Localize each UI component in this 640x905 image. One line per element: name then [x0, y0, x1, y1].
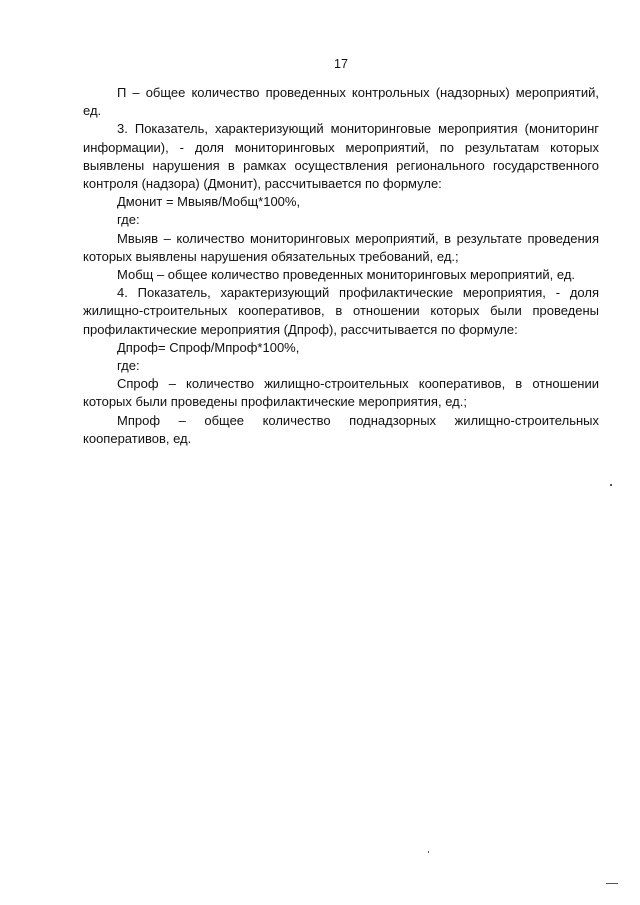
paragraph-mobshch-definition: Мобщ – общее количество проведенных мониторинговых мероприятий, ед. — [117, 267, 576, 283]
paragraph-mprof-definition: Мпроф – общее количество поднадзорных жилищно-строительных кооперативов, ед. — [83, 412, 599, 446]
paragraph-indicator-3: 3. Показатель, характеризующий мониторинговые мероприятия (мониторинг информации), - доля мониторинговых мероприятий, по результатам которых выявлены нарушения в рамках осуществления регионального государственного контроля (надзора) (Дмонит), рассчитывается по формуле: — [83, 121, 599, 192]
scan-dot-bottom — [428, 851, 429, 853]
paragraph-where-2: где: — [117, 358, 140, 374]
page-number: 17 — [334, 57, 348, 71]
scan-line-corner — [606, 883, 618, 884]
document-body — [83, 84, 599, 448]
paragraph-sprof-definition: Спроф – количество жилищно-строительных кооперативов, в отношении которых были проведены профилактические мероприятия, ед.; — [83, 376, 599, 410]
paragraph-where-1: где: — [117, 212, 140, 228]
formula-dmonit: Дмонит = Мвыяв/Мобщ*100%, — [117, 194, 301, 210]
scan-dot-right — [610, 484, 612, 486]
paragraph-indicator-4: 4. Показатель, характеризующий профилактические мероприятия, - доля жилищно-строительных кооперативов, в отношении которых были проведены профилактические мероприятия (Дпроф), рассчитывается по формуле: — [83, 285, 599, 337]
paragraph-mvyyav-definition: Мвыяв – количество мониторинговых мероприятий, в результате проведения которых выявлены нарушения обязательных требований, ед.; — [83, 230, 599, 264]
formula-dprof: Дпроф= Спроф/Мпроф*100%, — [117, 339, 300, 355]
paragraph-p-definition: П – общее количество проведенных контрольных (надзорных) мероприятий, ед. — [83, 85, 599, 119]
